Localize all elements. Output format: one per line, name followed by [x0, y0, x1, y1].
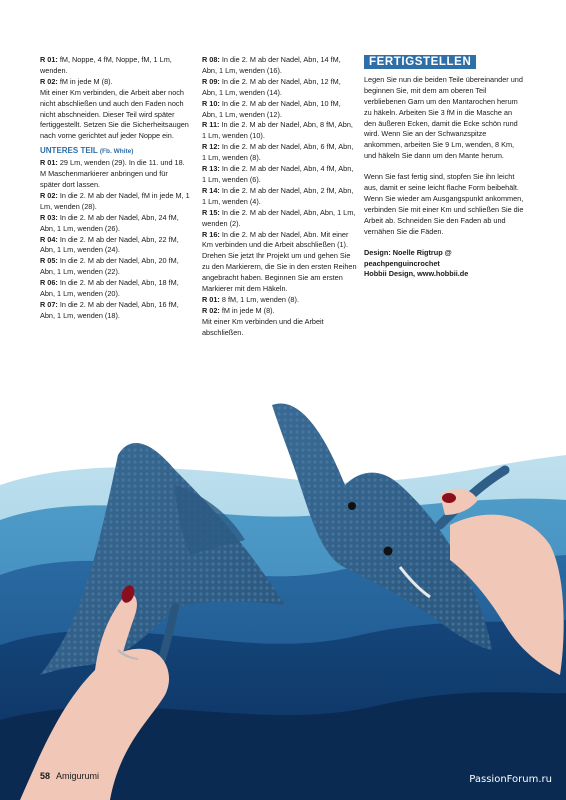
row-text: In die 2. M ab der Nadel, Abn, 10 fM, Abn, 1 Lm, wenden (12). [202, 98, 341, 119]
pattern-row [202, 55, 357, 77]
column-left [40, 55, 190, 322]
manta-ray-photo [0, 375, 566, 800]
row-label: R 01: [40, 55, 58, 64]
page-number: 58 [40, 771, 51, 781]
row-label: R 14: [202, 185, 220, 195]
row-label: R 02: [40, 76, 58, 86]
row-text: In die 2. M ab der Nadel, Abn, Abn, 1 Lm, wenden (2). [202, 207, 356, 228]
row-label: R 09: [202, 76, 220, 86]
row-label: R 11: [202, 120, 220, 130]
subheading-title: UNTERES TEIL [40, 146, 98, 156]
row-label: R 08: [202, 55, 220, 64]
row-text: In die 2. M ab der Nadel, Abn, 20 fM, Abn, 1 Lm, wenden (22). [40, 256, 179, 277]
pattern-row [202, 186, 357, 208]
row-label: R 07: [40, 299, 58, 309]
row-label: R 01: [40, 158, 58, 168]
row-text: In die 2. M ab der Nadel, Abn, 24 fM, Abn, 1 Lm, wenden (26). [40, 212, 179, 233]
pattern-row [202, 77, 357, 99]
row-label: R 02: [40, 190, 58, 200]
watermark: PassionForum.ru [469, 774, 552, 785]
pattern-row [202, 295, 357, 306]
page-footer [40, 771, 99, 781]
row-text: In die 2. M ab der Nadel, Abn, 2 fM, Abn, 1 Lm, wenden (4). [202, 185, 354, 206]
row-text: In die 2. M ab der Nadel, Abn, 16 fM, Abn, 1 Lm, wenden (18). [40, 299, 179, 320]
row-text: fM in jede M (8). [57, 76, 113, 86]
pattern-row [40, 158, 190, 191]
row-text: In die 2. M ab der Nadel, Abn, 12 fM, Abn, 1 Lm, wenden (14). [202, 76, 341, 97]
column-right [364, 55, 524, 280]
row-label: R 06: [40, 278, 58, 288]
row-label: R 02: [202, 305, 220, 315]
pattern-row [202, 306, 357, 317]
pattern-row [202, 230, 357, 295]
pattern-row [202, 99, 357, 121]
section-heading: FERTIGSTELLEN [364, 55, 476, 69]
credit-line: peachpenguincrochet [364, 258, 440, 268]
row-text: In die 2. M ab der Nadel, fM in jede M, 1 Lm, wenden (28). [40, 190, 190, 211]
row-text: 29 Lm, wenden (29). In die 11. und 18. M Maschenmarkierer anbringen und für später dort lassen. [40, 158, 185, 189]
instruction-paragraph: Mit einer Km verbinden und die Arbeit abschließen. [202, 316, 324, 337]
credit-line: Design: Noelle Rigtrup @ [364, 247, 452, 257]
pattern-row [40, 235, 190, 257]
row-label: R 01: [202, 294, 220, 304]
row-text: fM, Noppe, 4 fM, Noppe, fM, 1 Lm, wenden. [40, 55, 172, 75]
row-label: R 16: [202, 229, 220, 239]
row-text: In die 2. M ab der Nadel, Abn, 6 fM, Abn, 1 Lm, wenden (8). [202, 142, 354, 163]
magazine-name: Amigurumi [56, 771, 100, 781]
row-text: 8 fM, 1 Lm, wenden (8). [219, 294, 299, 304]
pattern-row [202, 208, 357, 230]
row-text: fM in jede M (8). [219, 305, 275, 315]
row-label: R 03: [40, 212, 58, 222]
pattern-row [40, 77, 190, 88]
row-label: R 13: [202, 164, 220, 174]
pattern-row [202, 164, 357, 186]
design-credit [364, 248, 524, 281]
row-label: R 04: [40, 234, 58, 244]
pattern-row [40, 213, 190, 235]
row-text: In die 2. M ab der Nadel, Abn, 14 fM, Abn, 1 Lm, wenden (16). [202, 55, 341, 75]
row-text: In die 2. M ab der Nadel, Abn, 8 fM, Abn, 1 Lm, wenden (10). [202, 120, 353, 141]
pattern-row [202, 142, 357, 164]
row-label: R 05: [40, 256, 58, 266]
subheading-color: (Fb. White) [99, 148, 134, 156]
instruction-paragraph: Wenn Sie fast fertig sind, stopfen Sie ihn leicht aus, damit er seine leicht flache Form beibehält. Wenn Sie wieder am Ausgangspunkt ankommen, verbinden Sie mit einer Km und schließen Sie die Arbeit ab. Schneiden Sie den Faden ab und vernähen Sie die Fäden. [364, 172, 524, 236]
row-label: R 15: [202, 207, 220, 217]
instruction-paragraph: Legen Sie nun die beiden Teile übereinander und beginnen Sie, mit dem am oberen Teil verbliebenen Garn um den Mantarochen herum zu häkeln. Arbeiten Sie 3 fM in die Masche an den äußeren Ecken, damit die Ecke schön rund wird. Wenn Sie an der Schwanzspitze ankommen, arbeiten Sie 9 Lm, wenden, 8 Km, und häkeln Sie dann um den Mante herum. [364, 74, 523, 161]
row-label: R 12: [202, 142, 220, 152]
pattern-row [202, 120, 357, 142]
pattern-row [40, 55, 190, 77]
section-subheading [40, 146, 190, 158]
instruction-paragraph: Mit einer Km verbinden, die Arbeit aber noch nicht abschließen und auch den Faden noch nicht abschneiden. Dieser Teil wird später fertiggestellt. Setzen Sie die Sicherheitsaugen nach vorne gerichtet auf jeder Noppe ein. [40, 87, 189, 141]
row-label: R 10: [202, 98, 220, 108]
row-text: In die 2. M ab der Nadel, Abn, 18 fM, Abn, 1 Lm, wenden (20). [40, 278, 179, 299]
column-middle [202, 55, 357, 339]
row-text: In die 2. M ab der Nadel, Abn. Mit einer Km verbinden und die Arbeit abschließen (1). Drehen Sie jetzt Ihr Projekt um und gehen Sie zu den Markierern, die Sie in den ersten Reihen angebracht haben. Beginnen Sie am ersten Markierer mit dem Häkeln. [202, 229, 357, 294]
row-text: In die 2. M ab der Nadel, Abn, 4 fM, Abn, 1 Lm, wenden (6). [202, 164, 354, 184]
pattern-row [40, 300, 190, 322]
pattern-row [40, 256, 190, 278]
credit-line: Hobbii Design, www.hobbii.de [364, 269, 469, 279]
row-text: In die 2. M ab der Nadel, Abn, 22 fM, Abn, 1 Lm, wenden (24). [40, 234, 179, 255]
pattern-row [40, 278, 190, 300]
pattern-row [40, 191, 190, 213]
